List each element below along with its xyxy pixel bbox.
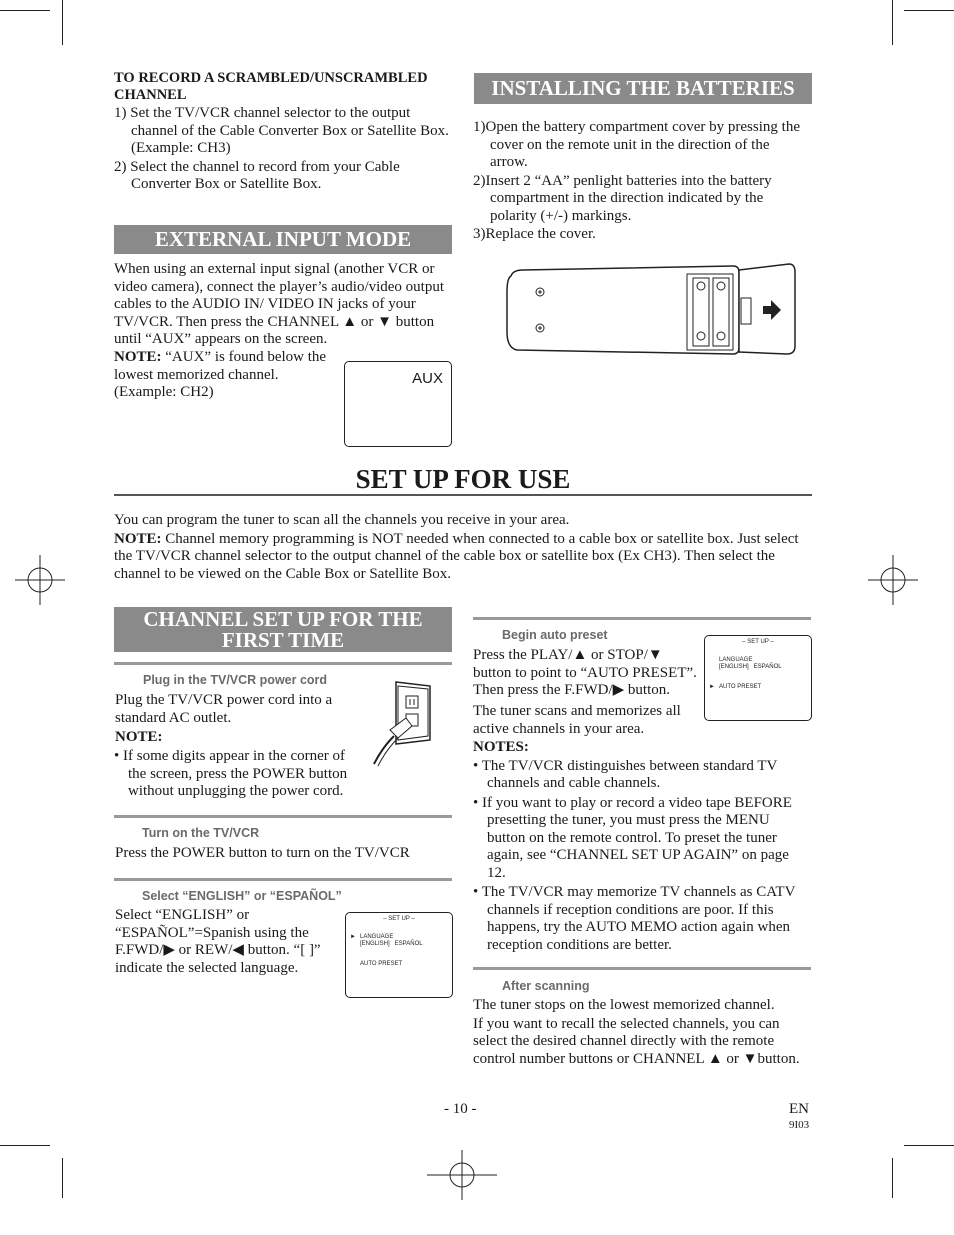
after-scan-body2: If you want to recall the selected channels, you can select the desired channel directly with the remote control number buttons or CHANNEL ▲ or ▼button. [473, 1015, 800, 1067]
external-note [114, 349, 342, 402]
registration-mark-right [868, 555, 918, 605]
begin-auto-body2: The tuner scans and memorizes all active channels in your area. [473, 703, 681, 737]
begin-auto-notes-label: NOTES: [473, 739, 529, 755]
after-scan-body1: The tuner stops on the lowest memorized channel. [473, 997, 775, 1013]
setup-note-label: NOTE: [114, 530, 162, 547]
external-note-label: NOTE: [114, 349, 162, 365]
begin-auto-note-1: The TV/VCR distinguishes between standard TV channels and cable channels. [481, 757, 778, 791]
screen-cursor-icon: ► [709, 684, 715, 690]
crop-mark [62, 0, 63, 45]
aux-screen-text: AUX [412, 370, 443, 387]
setup-screen-language [345, 912, 453, 998]
turn-on-heading: Turn on the TV/VCR [142, 826, 260, 840]
record-step-1: 1) Set the TV/VCR channel selector to the output channel of the Cable Converter Box or Satellite Box. (Example: CH3) [114, 105, 449, 156]
crop-mark [62, 1158, 63, 1198]
turn-on-body: Press the POWER button to turn on the TV/VCR [115, 845, 410, 861]
remote-battery-illustration [503, 262, 799, 358]
begin-auto-rule [473, 617, 811, 620]
plug-rule [114, 662, 452, 665]
record-section [114, 70, 456, 194]
begin-auto-heading: Begin auto preset [502, 628, 608, 642]
screen-auto-preset: AUTO PRESET [719, 684, 762, 690]
battery-step-2: 2)Insert 2 “AA” penlight batteries into the battery compartment in the direction indicated by the polarity (+/-) markings. [473, 172, 772, 224]
footer-lang: EN [789, 1101, 809, 1117]
channel-setup-banner [114, 607, 452, 652]
batteries-title: INSTALLING THE BATTERIES [491, 76, 795, 100]
outlet-plug-illustration [370, 678, 436, 768]
external-input-title: EXTERNAL INPUT MODE [154, 227, 412, 251]
plug-body-text: Plug the TV/VCR power cord into a standard AC outlet. [115, 692, 333, 726]
external-body-text: When using an external input signal (another VCR or video camera), connect the player’s audio/video output cables to the AUDIO IN/ VIDEO IN jacks of your TV/VCR. Then press the CHANNEL ▲ or ▼ button until “AUX” appears on the screen. [114, 261, 445, 347]
crop-mark [904, 1145, 954, 1146]
external-body [114, 261, 454, 349]
screen-title: – SET UP – [383, 916, 415, 922]
select-lang-body: Select “ENGLISH” or “ESPAÑOL”=Spanish using the F.FWD/▶ or REW/◀ button. “[ ]” indicate the selected language. [115, 907, 321, 976]
select-lang-heading: Select “ENGLISH” or “ESPAÑOL” [142, 889, 342, 903]
turn-on-rule [114, 815, 452, 818]
batteries-banner [474, 73, 812, 104]
setup-intro: You can program the tuner to scan all the channels you receive in your area. [114, 512, 570, 528]
crop-mark [892, 0, 893, 45]
channel-setup-title-line2: FIRST TIME [221, 628, 345, 652]
begin-auto-notes: NOTES: • The TV/VCR distinguishes between standard TV channels and cable channels. • If you want to play or record a video tape BEFORE presetting the tuner, you must press the MENU button on the remote control. To preset the tuner again, see “CHANNEL SET UP AGAIN” on page 12. • The TV/VCR may memorize TV channels as CATV channels if reception conditions are poor. If this happens, try the AUTO MEMO action again when reception conditions are better. [473, 739, 811, 954]
begin-auto-body1: Press the PLAY/▲ or STOP/▼ button to point to “AUTO PRESET”. Then press the F.FWD/▶ button. [473, 647, 697, 698]
page-number: - 10 - [444, 1101, 477, 1117]
screen-title: – SET UP – [742, 639, 774, 645]
plug-body [115, 692, 360, 747]
external-input-banner [114, 225, 452, 254]
begin-auto-note-3: The TV/VCR may memorize TV channels as CATV channels if reception conditions are poor. If this happens, try the AUTO MEMO action again when reception conditions are better. [481, 884, 796, 953]
registration-mark-left [15, 555, 65, 605]
crop-mark [0, 1145, 50, 1146]
battery-step-1: 1)Open the battery compartment cover by pressing the cover on the remote unit in the direction of the arrow. [473, 119, 800, 170]
setup-title: SET UP FOR USE [355, 464, 571, 494]
setup-note [114, 531, 814, 584]
plug-note-label: NOTE: [115, 729, 163, 745]
screen-auto-preset: AUTO PRESET [360, 961, 403, 967]
setup-intro-block [114, 512, 814, 583]
screen-language-options: [ENGLISH] ESPAÑOL [360, 941, 423, 947]
aux-screen [344, 361, 452, 447]
record-step-2: 2) Select the channel to record from your Cable Converter Box or Satellite Box. [114, 158, 400, 192]
screen-cursor-icon: ► [350, 934, 356, 940]
setup-title-rule [114, 494, 812, 496]
select-lang-rule [114, 878, 452, 881]
batteries-steps [473, 119, 809, 244]
crop-mark [0, 10, 50, 11]
after-scan-rule [473, 967, 811, 970]
screen-language-label: LANGUAGE [360, 934, 394, 940]
plug-note-bullet: • If some digits appear in the corner of the screen, press the POWER button without unplugging the power cord. [114, 748, 348, 799]
after-scan-body [473, 997, 813, 1068]
plug-heading: Plug in the TV/VCR power cord [143, 673, 328, 687]
battery-step-3: 3)Replace the cover. [473, 226, 596, 242]
record-heading: TO RECORD A SCRAMBLED/UNSCRAMBLED CHANNEL [114, 70, 428, 103]
plug-note-bullet-text: If some digits appear in the corner of the screen, press the POWER button without unplugging the power cord. [123, 748, 348, 799]
external-note-text: “AUX” is found below the lowest memorized channel. (Example: CH2) [114, 349, 327, 400]
channel-setup-title-line1: CHANNEL SET UP FOR THE [143, 607, 423, 631]
after-scan-heading: After scanning [502, 979, 590, 993]
registration-mark-bottom [427, 1150, 497, 1200]
footer-code: 9I03 [789, 1119, 810, 1131]
screen-language-label: LANGUAGE [719, 657, 753, 663]
setup-screen-auto-preset [704, 635, 812, 721]
crop-mark [892, 1158, 893, 1198]
begin-auto-note-2: If you want to play or record a video tape BEFORE presetting the tuner, you must press the MENU button on the remote control. To preset the tuner again, see “CHANNEL SET UP AGAIN” on page 12. [482, 794, 792, 881]
crop-mark [904, 10, 954, 11]
setup-note-text: Channel memory programming is NOT needed when connected to a cable box or satellite box. Just select the TV/VCR channel selector to the output channel of the cable box or satellite box (Ex CH3). Then select the channel to be viewed on the Cable Box or Satellite Box. [114, 530, 799, 582]
screen-language-options: [ENGLISH] ESPAÑOL [719, 664, 782, 670]
